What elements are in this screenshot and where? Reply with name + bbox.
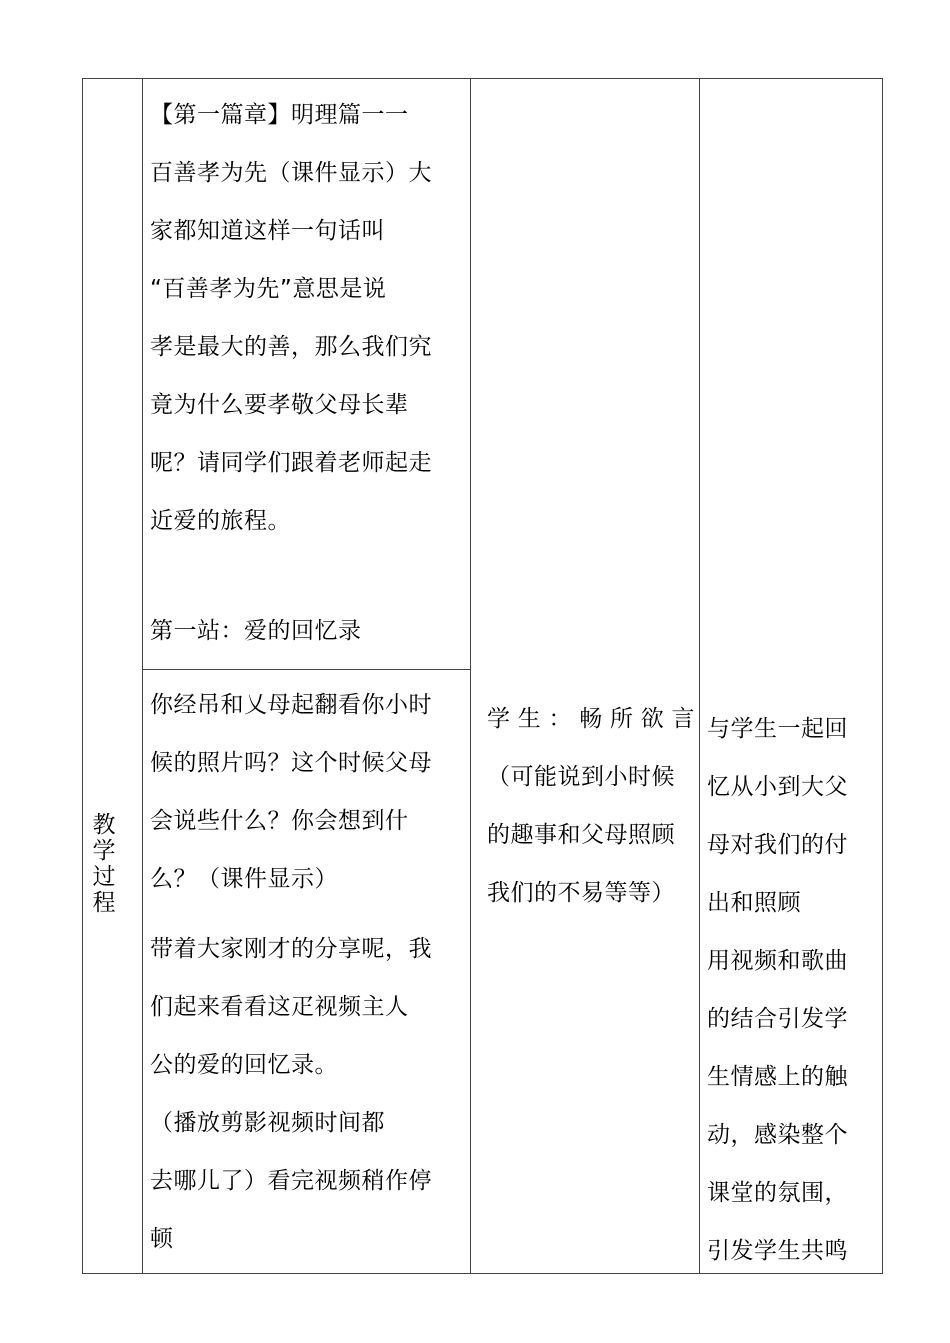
text-line: 会说些什么？你会想到什: [150, 808, 409, 834]
section-label-char: 学: [92, 838, 116, 864]
text-line: 竟为什么要孝敬父母长辈: [150, 392, 409, 418]
text-line: 课堂的氛围，: [707, 1180, 848, 1206]
section-label-char: 教: [92, 812, 116, 838]
station-heading: 第一站：爱的回忆录: [150, 618, 362, 644]
text-line: 与学生一起回: [707, 716, 848, 742]
text-line: 引发学生共鸣: [707, 1238, 848, 1264]
student-activity-cell: [487, 690, 695, 922]
text-line: 公的爱的回忆录。: [150, 1052, 338, 1078]
section-label-char: 程: [92, 890, 116, 916]
text-line: 去哪儿了）看完视频稍作停: [150, 1168, 432, 1194]
text-line: 的结合引发学: [707, 1006, 848, 1032]
text-line: 生情感上的触: [707, 1064, 848, 1090]
text-line: 母对我们的付: [707, 832, 848, 858]
teacher-activity-intro-cell: [150, 86, 468, 660]
text-line: 们起来看看这疋视频主人: [150, 994, 409, 1020]
table-left-border: [82, 78, 83, 1273]
column-divider-2: [470, 78, 471, 1273]
text-line: （可能说到小时候: [487, 764, 675, 790]
text-line: 么？（课件显示）: [150, 866, 338, 892]
text-line: 的趣事和父母照顾: [487, 822, 675, 848]
text-line: 忆从小到大父: [707, 774, 848, 800]
design-intent-cell: [707, 700, 879, 1280]
text-line: “百善孝为先”意思是说: [150, 276, 387, 302]
text-line: （播放剪影视频时间都: [150, 1110, 385, 1136]
text-line: 带着大家刚才的分享呢，我: [150, 936, 432, 962]
section-label-char: 过: [92, 864, 116, 890]
text-line: 用视频和歌曲: [707, 948, 848, 974]
text-line: 顿: [150, 1226, 174, 1252]
table-right-border: [882, 78, 883, 1273]
text-line: 候的照片吗？这个时候父母: [150, 750, 432, 776]
section-label-teaching-process: [84, 812, 124, 916]
text-line: 孝是最大的善，那么我们究: [150, 334, 432, 360]
student-first-line: 学生：畅所欲言: [487, 706, 695, 732]
text-line: 我们的不易等等）: [487, 880, 675, 906]
text-line: 【第一篇章】明理篇一一: [150, 102, 409, 128]
teacher-row-divider: [142, 669, 470, 670]
text-line: 呢？请同学们跟着老师起走: [150, 450, 432, 476]
text-line: 近爱的旅程。: [150, 508, 291, 534]
column-divider-1: [142, 78, 143, 1273]
text-line: 出和照顾: [707, 890, 801, 916]
text-line: 百善孝为先（课件显示）大: [150, 160, 432, 186]
teacher-activity-memory-cell: [150, 676, 468, 1268]
column-divider-3: [699, 78, 700, 1273]
table-top-border: [82, 78, 883, 79]
blank-line: [150, 550, 468, 602]
text-line: 你经吊和乂母起翻看你小时: [150, 692, 432, 718]
text-line: 家都知道这样一句话叫: [150, 218, 385, 244]
text-line: 动，感染整个: [707, 1122, 848, 1148]
